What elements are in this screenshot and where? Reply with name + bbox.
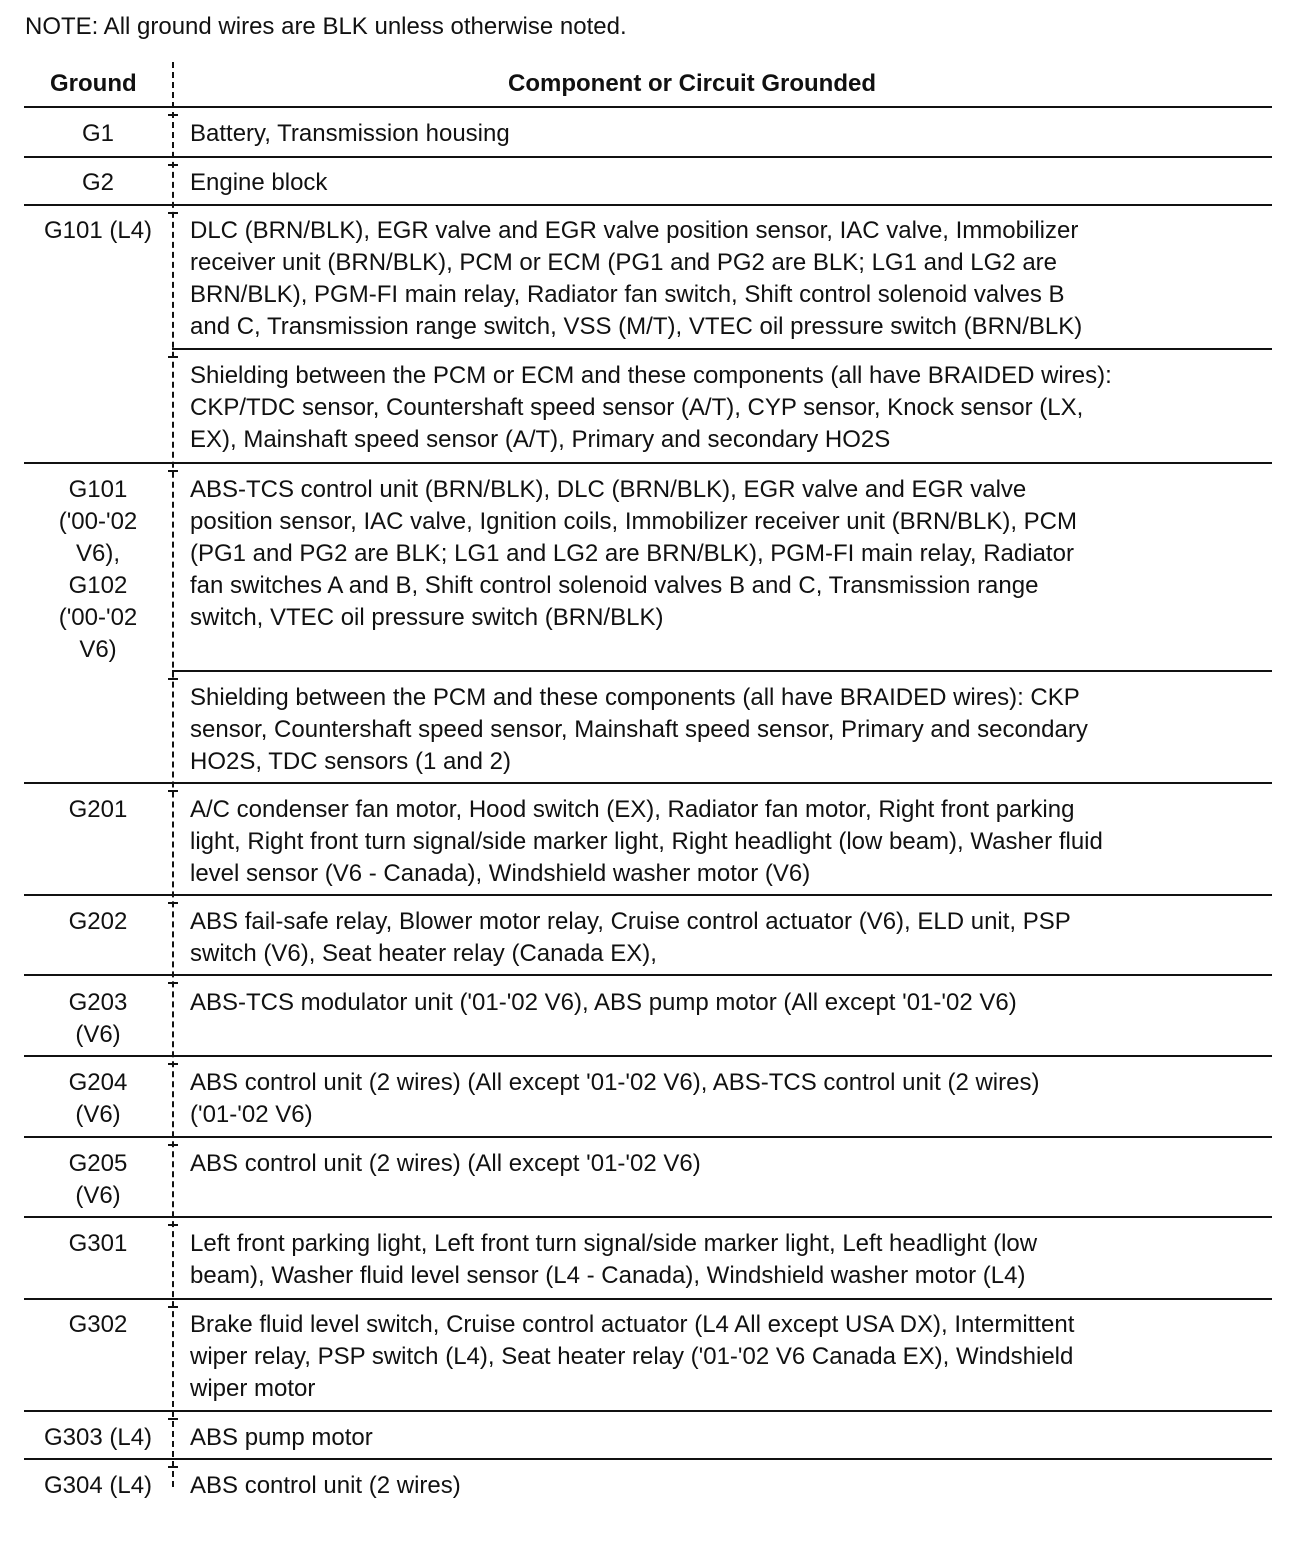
ground-cell xyxy=(24,215,172,247)
component-cell xyxy=(190,167,1272,199)
row-separator xyxy=(24,1458,1272,1460)
component-cell xyxy=(190,118,1272,150)
component-cell xyxy=(190,1309,1272,1405)
row-separator xyxy=(24,1055,1272,1057)
ground-label: G302 xyxy=(68,1311,128,1338)
divider-tick xyxy=(168,356,178,358)
ground-label: G1 xyxy=(81,120,114,147)
ground-label: G202 xyxy=(68,908,128,935)
component-text-line: fan switches A and B, Shift control solenoid valves B and C, Transmission range xyxy=(190,572,1039,599)
component-text-line: wiper relay, PSP switch (L4), Seat heater relay ('01-'02 V6 Canada EX), Windshield xyxy=(190,1343,1074,1370)
component-text-line: and C, Transmission range switch, VSS (M/T), VTEC oil pressure switch (BRN/BLK) xyxy=(190,313,1083,340)
ground-label: G205 xyxy=(68,1150,128,1177)
ground-cell xyxy=(24,118,172,150)
divider-tick xyxy=(168,114,178,116)
ground-cell xyxy=(24,1470,172,1502)
divider-tick xyxy=(168,1224,178,1226)
component-text-line: Left front parking light, Left front turn signal/side marker light, Left headlight (low xyxy=(190,1230,1038,1257)
divider-tick xyxy=(168,164,178,166)
divider-tick xyxy=(168,470,178,472)
divider-tick xyxy=(168,212,178,214)
ground-label: G2 xyxy=(81,169,114,196)
ground-label: G201 xyxy=(68,796,128,823)
divider-tick xyxy=(168,902,178,904)
column-divider xyxy=(172,62,174,1487)
row-separator xyxy=(24,974,1272,976)
ground-label: (V6) xyxy=(75,1101,121,1128)
component-cell xyxy=(190,1422,1272,1454)
row-separator xyxy=(24,156,1272,158)
row-separator xyxy=(172,348,1272,350)
ground-label: (V6) xyxy=(75,1021,121,1048)
component-text-line: switch (V6), Seat heater relay (Canada EX), xyxy=(190,940,657,967)
divider-tick xyxy=(168,1418,178,1420)
component-cell xyxy=(190,1228,1272,1292)
ground-label: V6), xyxy=(75,540,120,567)
header-component: Component or Circuit Grounded xyxy=(508,70,876,97)
ground-label: G101 xyxy=(68,476,128,503)
ground-cell xyxy=(24,1422,172,1454)
component-text-line: wiper motor xyxy=(190,1375,316,1402)
ground-cell xyxy=(24,167,172,199)
ground-label: G101 (L4) xyxy=(43,217,153,244)
component-text-line: ABS control unit (2 wires) (All except '01-'02 V6) xyxy=(190,1150,701,1177)
component-cell xyxy=(190,1148,1272,1180)
component-cell xyxy=(190,794,1272,890)
ground-label: G102 xyxy=(68,572,128,599)
ground-cell xyxy=(24,1067,172,1131)
ground-label: G203 xyxy=(68,989,128,1016)
divider-tick xyxy=(168,790,178,792)
component-text-line: ABS control unit (2 wires) (All except '01-'02 V6), ABS-TCS control unit (2 wires) xyxy=(190,1069,1040,1096)
divider-tick xyxy=(168,982,178,984)
divider-tick xyxy=(168,1144,178,1146)
component-cell xyxy=(190,215,1272,343)
component-text-line: HO2S, TDC sensors (1 and 2) xyxy=(190,748,512,775)
component-cell xyxy=(190,1470,1272,1502)
component-text-line: Shielding between the PCM or ECM and these components (all have BRAIDED wires): xyxy=(190,362,1112,389)
component-text-line: sensor, Countershaft speed sensor, Mainshaft speed sensor, Primary and secondary xyxy=(190,716,1088,743)
row-separator xyxy=(24,782,1272,784)
row-separator xyxy=(24,462,1272,464)
component-text-line: level sensor (V6 - Canada), Windshield washer motor (V6) xyxy=(190,860,811,887)
component-text-line: receiver unit (BRN/BLK), PCM or ECM (PG1 and PG2 are BLK; LG1 and LG2 are xyxy=(190,249,1058,276)
row-separator xyxy=(24,1298,1272,1300)
component-text-line: position sensor, IAC valve, Ignition coils, Immobilizer receiver unit (BRN/BLK), PCM xyxy=(190,508,1077,535)
component-text-line: ABS-TCS modulator unit ('01-'02 V6), ABS pump motor (All except '01-'02 V6) xyxy=(190,989,1017,1016)
row-separator xyxy=(24,1216,1272,1218)
divider-tick xyxy=(168,1306,178,1308)
ground-cell xyxy=(24,474,172,666)
header-ground: Ground xyxy=(50,70,137,97)
component-text-line: ABS fail-safe relay, Blower motor relay, Cruise control actuator (V6), ELD unit, PSP xyxy=(190,908,1071,935)
ground-label: G204 xyxy=(68,1069,128,1096)
divider-tick xyxy=(168,678,178,680)
ground-label: ('00-'02 xyxy=(58,604,138,631)
ground-wire-note: NOTE: All ground wires are BLK unless otherwise noted. xyxy=(25,13,627,40)
divider-tick xyxy=(168,1063,178,1065)
component-cell xyxy=(190,906,1272,970)
ground-cell xyxy=(24,1228,172,1260)
ground-cell xyxy=(24,794,172,826)
ground-cell xyxy=(24,906,172,938)
ground-label: G303 (L4) xyxy=(43,1424,153,1451)
component-text-line: Engine block xyxy=(190,169,328,196)
ground-label: G301 xyxy=(68,1230,128,1257)
row-separator xyxy=(24,1136,1272,1138)
ground-cell xyxy=(24,1148,172,1212)
ground-label: ('00-'02 xyxy=(58,508,138,535)
row-separator xyxy=(172,670,1272,672)
row-separator xyxy=(24,106,1272,108)
ground-cell xyxy=(24,987,172,1051)
component-text-line: A/C condenser fan motor, Hood switch (EX), Radiator fan motor, Right front parking xyxy=(190,796,1075,823)
component-text-line: ('01-'02 V6) xyxy=(190,1101,313,1128)
component-cell xyxy=(190,682,1272,778)
ground-label: V6) xyxy=(79,636,117,663)
ground-cell xyxy=(24,1309,172,1341)
component-text-line: light, Right front turn signal/side marker light, Right headlight (low beam), Washer fluid xyxy=(190,828,1103,855)
component-text-line: CKP/TDC sensor, Countershaft speed sensor (A/T), CYP sensor, Knock sensor (LX, xyxy=(190,394,1084,421)
component-text-line: ABS control unit (2 wires) xyxy=(190,1472,461,1499)
component-text-line: ABS pump motor xyxy=(190,1424,373,1451)
component-text-line: Shielding between the PCM and these components (all have BRAIDED wires): CKP xyxy=(190,684,1080,711)
ground-label: G304 (L4) xyxy=(43,1472,153,1499)
component-cell xyxy=(190,1067,1272,1131)
component-cell xyxy=(190,360,1272,456)
component-text-line: Brake fluid level switch, Cruise control actuator (L4 All except USA DX), Intermittent xyxy=(190,1311,1075,1338)
divider-tick xyxy=(168,1466,178,1468)
row-separator xyxy=(24,894,1272,896)
row-separator xyxy=(24,204,1272,206)
ground-label: (V6) xyxy=(75,1182,121,1209)
component-text-line: ABS-TCS control unit (BRN/BLK), DLC (BRN/BLK), EGR valve and EGR valve xyxy=(190,476,1027,503)
component-text-line: BRN/BLK), PGM-FI main relay, Radiator fan switch, Shift control solenoid valves B xyxy=(190,281,1065,308)
component-cell xyxy=(190,987,1272,1019)
component-text-line: DLC (BRN/BLK), EGR valve and EGR valve position sensor, IAC valve, Immobilizer xyxy=(190,217,1079,244)
component-text-line: beam), Washer fluid level sensor (L4 - Canada), Windshield washer motor (L4) xyxy=(190,1262,1026,1289)
row-separator xyxy=(24,1410,1272,1412)
component-cell xyxy=(190,474,1272,634)
component-text-line: switch, VTEC oil pressure switch (BRN/BLK) xyxy=(190,604,664,631)
component-text-line: (PG1 and PG2 are BLK; LG1 and LG2 are BRN/BLK), PGM-FI main relay, Radiator xyxy=(190,540,1074,567)
component-text-line: EX), Mainshaft speed sensor (A/T), Primary and secondary HO2S xyxy=(190,426,891,453)
component-text-line: Battery, Transmission housing xyxy=(190,120,510,147)
